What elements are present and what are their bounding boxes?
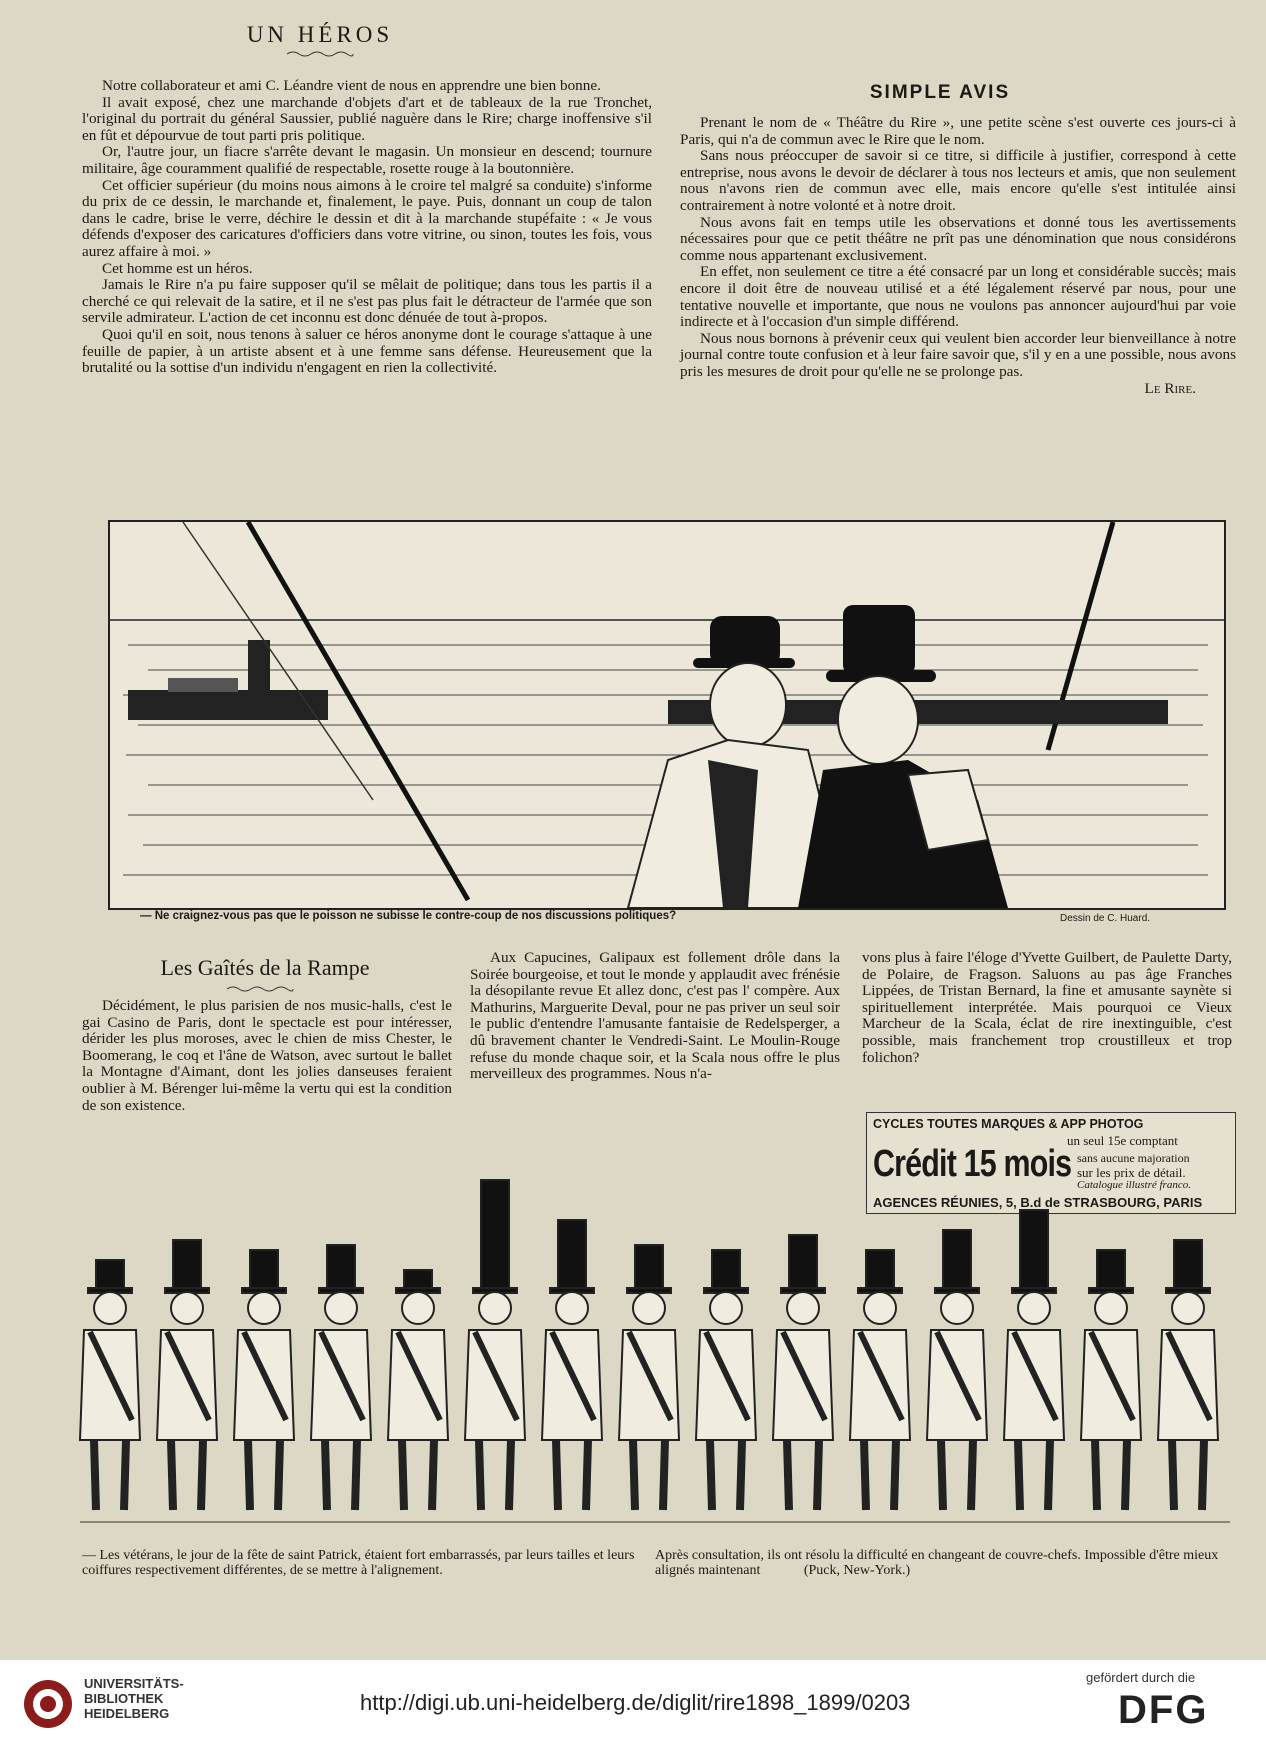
veteran-figure [619, 1245, 679, 1510]
library-line: HEIDELBERG [84, 1706, 170, 1721]
article-avis-body [680, 115, 1236, 397]
advert-line2: un seul 15e comptant [1067, 1133, 1178, 1148]
library-seal-icon [22, 1678, 74, 1730]
veteran-figure [927, 1230, 987, 1510]
cartoon2-caption-left: — Les vétérans, le jour de la fête de saint Patrick, étaient fort embarrassés, par leurs tailles et leurs coiffures respectivement différentes, de se mettre à l'alignement. [82, 1548, 635, 1578]
library-name [84, 1676, 184, 1721]
paragraph: Cet homme est un héros. [102, 259, 253, 277]
library-line: BIBLIOTHEK [84, 1691, 164, 1706]
cartoon2-caption-right [655, 1548, 1235, 1578]
source-url-link[interactable]: http://digi.ub.uni-heidelberg.de/diglit/rire1898_1899/0203 [360, 1690, 911, 1715]
paragraph: Nous avons fait en temps utile les observations et donné tous les avertissements nécessaires pour que ce petit théâtre ne prît pas une dénomination que nous considérons comme nous appartenant exclusivement. [680, 213, 1236, 264]
paragraph: Cet officier supérieur (du moins nous aimons à le croire tel malgré sa conduite) s'informe du prix de ce dessin, le marchande et, finalement, le paye. Puis, donnant un coup de talon dans le cadre, brise le verre, déchire le dessin et dit à la marchande stupéfaite : « Je vous défends d'exposer des caricatures d'officiers dans votre vitrine, ou sinon, toutes les fois, vous aurez affaire à moi. » [82, 176, 652, 260]
cartoon1-credit: Dessin de C. Huard. [1060, 913, 1151, 924]
veteran-figure [1004, 1210, 1064, 1510]
article-hero-body [82, 78, 652, 377]
paragraph: Il avait exposé, chez une marchande d'objets d'art et de tableaux de la rue Tronchet, l'original du portrait du général Saussier, publié naguère dans le Rire; charge inoffensive s'il en fût et dépourvue de tout parti pris politique. [82, 93, 652, 144]
veteran-figure [234, 1250, 294, 1510]
veteran-figure [157, 1240, 217, 1510]
veteran-figure [311, 1245, 371, 1510]
veteran-figure [1158, 1240, 1218, 1510]
advert-side2: sur les prix de détail. [1077, 1165, 1186, 1180]
paragraph: En effet, non seulement ce titre a été consacré par un long et considérable succès; mais encore il doit être de nouveau utilisé et a été légalement réservé par nous, pour une tentative nouvelle et importante, que nous ne voulons pas annoncer aujourd'hui par voie indirecte et à l'occasion d'un simple différend. [680, 263, 1236, 331]
library-line: UNIVERSITÄTS- [84, 1676, 184, 1691]
veteran-figure [465, 1180, 525, 1510]
dfg-logo: DFG [1118, 1688, 1209, 1732]
veteran-figure [80, 1260, 140, 1510]
paragraph: Sans nous préoccuper de savoir si ce titre, si difficile à justifier, correspond à cette entreprise, nous avons le devoir de déclarer à tous nos lecteurs et amis, que non seulement nous n'avons rien de commun avec elle, mais encore qu'elle s'est intitulée ainsi contrairement à notre volonté et à notre droit. [680, 147, 1236, 214]
paragraph: Quoi qu'il en soit, nous tenons à saluer ce héros anonyme dont le courage s'attaque à une feuille de papier, à un artiste absent et à une femme sans défense. Heureusement que la brutalité ou la sottise d'un individu n'engagent en rien la collectivité. [82, 325, 652, 377]
gaites-col3: vons plus à faire l'éloge d'Yvette Guilbert, de Paulette Darty, de Polaire, de Fragson. Saluons au pas âge Franches Lippées, de Tristan Bernard, la fine et amusante saynète si spirituellement interprétée. Mais pourquoi ce Vieux Marcheur de la Scala, éclat de rire inextinguible, c'est possible, mais franchement trop croustilleux et trop folichon? [862, 949, 1232, 1066]
paragraph: Or, l'autre jour, un fiacre s'arrête devant le magasin. Un monsieur en descend; tournure militaire, âge couramment qualifié de respectable, rosette rouge à la boutonnière. [82, 143, 652, 177]
paragraph: Jamais le Rire n'a pu faire supposer qu'il se mêlait de politique; dans tous les partis il a cherché ce qui relevait de la satire, et il ne s'est pas plus fait le détracteur de l'armée que son servile admirateur. L'action de cet inconnu est donc dénuée de tout à-propos. [82, 276, 652, 327]
funded-by-label: gefördert durch die [1086, 1670, 1196, 1685]
paragraph: Nous nous bornons à prévenir ceux qui veulent bien accorder leur bienveillance à notre journal contre toute confusion et à leur faire savoir que, s'il y en a une possible, nous avons pris les mesures de droit pour qu'elle ne se prolonge pas. [680, 329, 1236, 380]
article-title-hero: UN HÉROS [246, 22, 394, 47]
signature: Le Rire. [1144, 379, 1196, 397]
gaites-col2: Aux Capucines, Galipaux est follement drôle dans la Soirée bourgeoise, et tout le monde y applaudit avec frénésie la désopilante revue Et allez donc, c'est pas l' compère. Aux Mathurins, Marguerite Deval, pour ne pas priver un seul soir le public d'entendre l'amusante fantaisie de Redelsperger, a dû bravement chanter le Vendredi-Saint. Le Moulin-Rouge refuse du monde chaque soir, et la Scala nous offre le plus merveilleux des programmes. Nous n'a- [470, 949, 841, 1083]
veteran-figure [696, 1250, 756, 1510]
veteran-figure [1081, 1250, 1141, 1510]
veterans-cartoon [70, 1150, 1240, 1530]
paragraph: Notre collaborateur et ami C. Léandre vient de nous en apprendre une bien bonne. [102, 77, 601, 94]
caption-source: (Puck, New-York.) [803, 1563, 911, 1578]
veteran-figure [850, 1250, 910, 1510]
title-flourish [225, 985, 295, 993]
advert-line1: CYCLES TOUTES MARQUES & APP PHOTOG [873, 1117, 1144, 1131]
paragraph: Prenant le nom de « Théâtre du Rire », une petite scène s'est ouverte ces jours-ci à Paris, qui n'a de commun avec le Rire que le nom. [680, 114, 1236, 148]
advert-footer: AGENCES RÉUNIES, 5, B.d de STRASBOURG, PARIS [873, 1195, 1203, 1210]
advert-side3: Catalogue illustré franco. [1077, 1179, 1191, 1191]
article-title-avis: SIMPLE AVIS [869, 82, 1011, 103]
article-title-gaites: Les Gaîtés de la Rampe [160, 955, 370, 980]
veteran-figure [388, 1270, 448, 1510]
cartoon1-caption: — Ne craignez-vous pas que le poisson ne subisse le contre-coup de nos discussions politiques? [140, 910, 677, 922]
fishing-cartoon [108, 520, 1226, 910]
digitization-footer [0, 1660, 1266, 1750]
veteran-figure [773, 1235, 833, 1510]
gaites-col1: Décidément, le plus parisien de nos music-halls, c'est le gai Casino de Paris, dont le spectacle est pour intéresser, dérider les plus moroses, avec le chien de miss Chester, le Boomerang, le coq et l'âne de Watson, avec surtout le ballet la Montagne d'Aimant, dont les jolies danseuses feraient oublier à M. Bérenger lui-même la vertu qui est la condition de son existence. [82, 997, 452, 1114]
advert-big: Crédit 15 mois [873, 1143, 1072, 1185]
advert-side1: sans aucune majoration [1077, 1151, 1190, 1165]
title-flourish [285, 50, 355, 58]
caption-right-text: Après consultation, ils ont résolu la difficulté en changeant de couvre-chefs. Impossible d'être mieux alignés maintenant [655, 1548, 1219, 1578]
veteran-figure [542, 1220, 602, 1510]
